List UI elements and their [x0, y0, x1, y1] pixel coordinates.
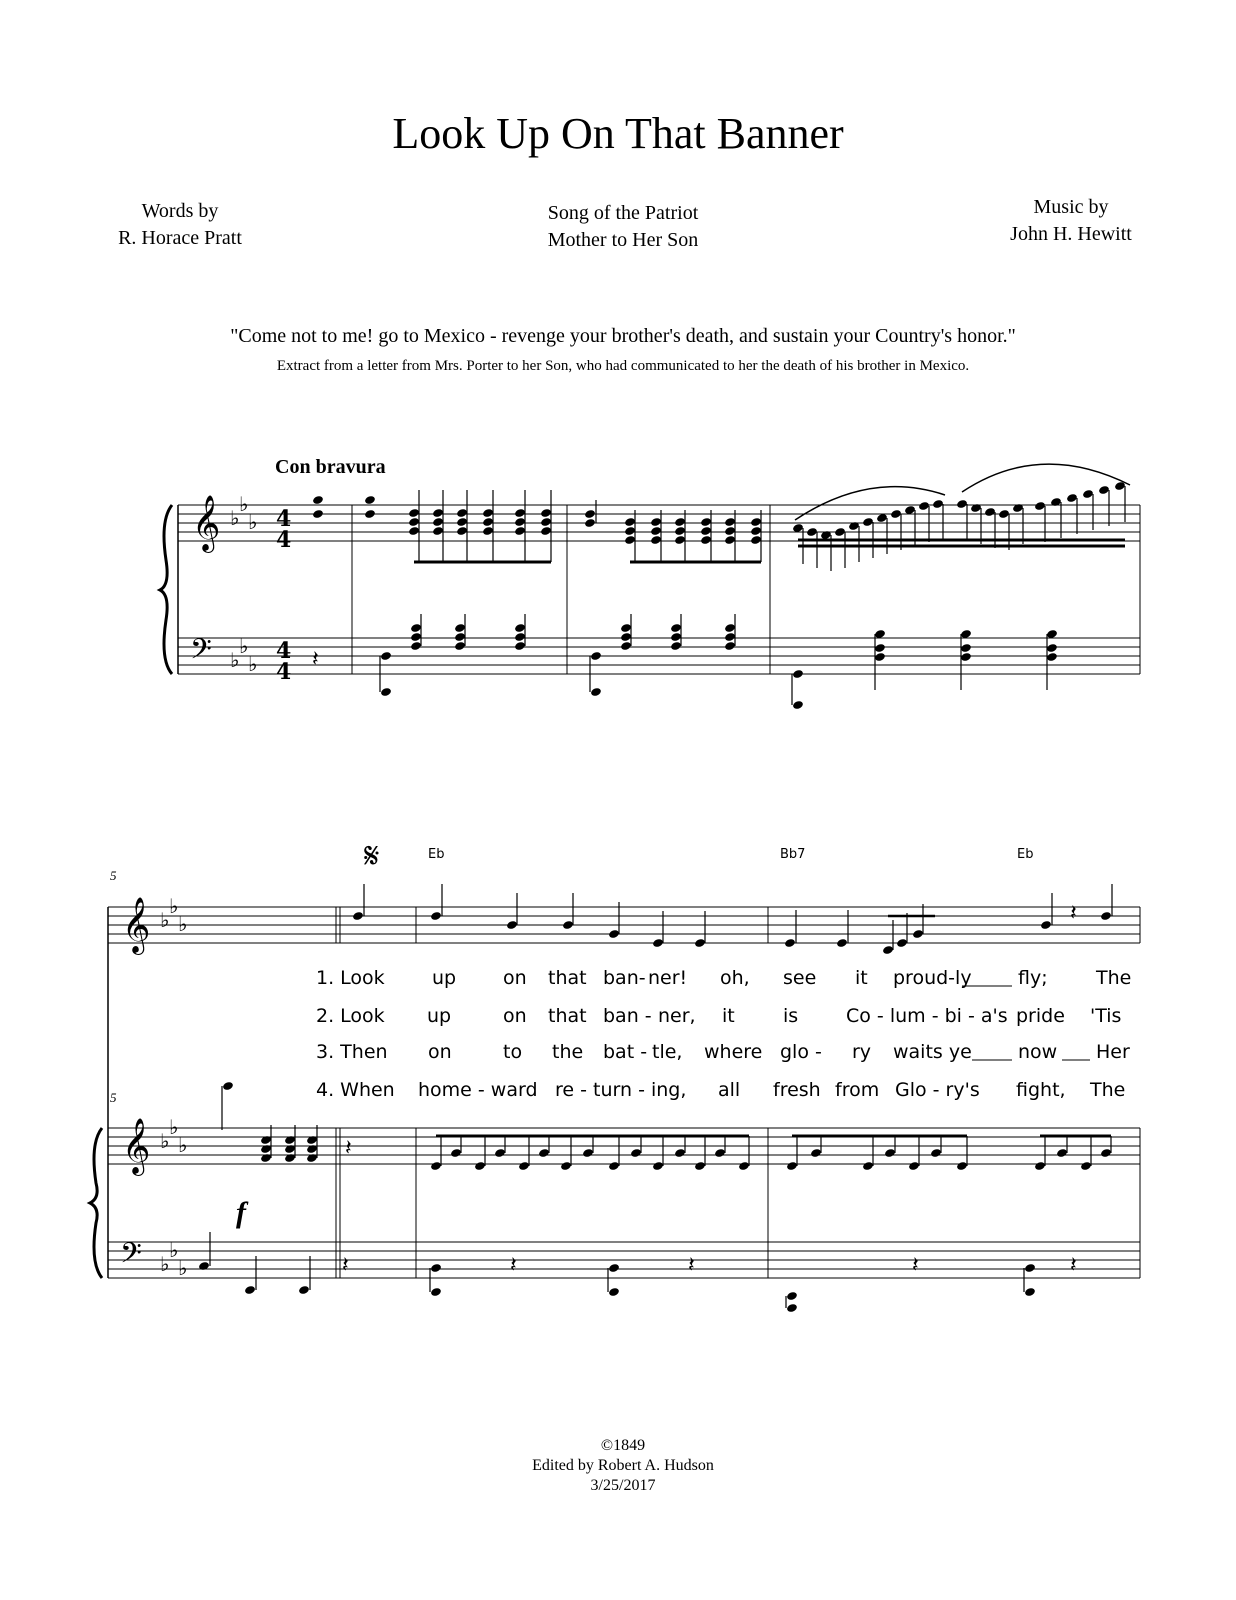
notehead — [514, 641, 526, 651]
notehead — [750, 517, 762, 527]
lyric-syllable: fresh — [773, 1079, 821, 1101]
tempo-marking: Con bravura — [275, 456, 386, 478]
notehead — [750, 526, 762, 536]
notehead — [620, 641, 632, 651]
flat-icon: ♭ — [248, 510, 258, 534]
notehead — [624, 535, 636, 545]
chord-symbol: Bb7 — [780, 847, 806, 862]
notehead — [590, 651, 602, 661]
notehead — [482, 508, 494, 518]
notehead — [1100, 1148, 1112, 1158]
brace-icon — [160, 505, 172, 674]
time-signature-top: 4 — [276, 506, 292, 532]
quarter-rest-icon: 𝄽 — [345, 1136, 352, 1161]
quarter-rest-icon: 𝄽 — [312, 647, 319, 672]
notehead — [862, 1161, 874, 1171]
notehead — [284, 1135, 296, 1145]
notehead — [674, 1148, 686, 1158]
notehead — [410, 641, 422, 651]
notehead — [834, 527, 846, 537]
notehead — [456, 517, 468, 527]
verse-1 — [316, 967, 1131, 989]
notehead — [298, 1285, 310, 1295]
notehead — [908, 1161, 920, 1171]
quarter-rest-icon: 𝄽 — [688, 1253, 695, 1278]
notehead — [260, 1153, 272, 1163]
notehead — [1100, 911, 1112, 921]
measure-number: 5 — [110, 868, 117, 883]
bass-clef-icon: 𝄢 — [190, 633, 212, 673]
barlines — [90, 505, 1140, 1278]
notehead — [1066, 493, 1078, 503]
notehead — [984, 507, 996, 517]
dynamic-forte: f — [236, 1196, 246, 1229]
flat-icon: ♭ — [239, 492, 249, 516]
notehead — [306, 1144, 318, 1154]
notehead — [584, 509, 596, 519]
notehead — [670, 641, 682, 651]
bass-clef-icon: 𝄢 — [120, 1237, 142, 1277]
notehead — [432, 526, 444, 536]
lyric-syllable: home - ward — [418, 1079, 538, 1101]
notehead — [284, 1144, 296, 1154]
notehead — [670, 623, 682, 633]
composer-name: John H. Hewitt — [1010, 223, 1132, 245]
notehead — [786, 1303, 798, 1313]
notehead — [514, 526, 526, 536]
lyric-syllable: that — [548, 967, 587, 989]
notehead — [862, 517, 874, 527]
lyric-syllable: ban - — [603, 1005, 652, 1027]
lyric-syllable: proud-ly — [893, 967, 972, 989]
notehead — [1024, 1287, 1036, 1297]
notehead — [848, 521, 860, 531]
lyric-syllable: pride — [1016, 1005, 1065, 1027]
notehead — [630, 1148, 642, 1158]
edit-date: 3/25/2017 — [590, 1477, 656, 1494]
notehead — [222, 1081, 234, 1091]
notehead — [456, 526, 468, 536]
notehead — [694, 1161, 706, 1171]
notehead — [590, 687, 602, 697]
notehead — [882, 945, 894, 955]
notehead — [724, 526, 736, 536]
editor-credit: Edited by Robert A. Hudson — [532, 1457, 714, 1474]
notes — [198, 464, 1130, 1313]
key-signatures — [160, 492, 257, 1280]
footer — [0, 1436, 1236, 1496]
notehead — [582, 1148, 594, 1158]
time-signature-bottom: 4 — [276, 527, 292, 553]
time-signature-treble — [276, 506, 291, 553]
lyric-syllable: it — [722, 1005, 735, 1027]
notehead — [896, 938, 908, 948]
notehead — [312, 495, 324, 505]
flat-icon: ♭ — [248, 652, 258, 676]
notehead — [956, 499, 968, 509]
lyric-syllable: up — [432, 967, 457, 989]
lyric-syllable: fight, — [1016, 1079, 1066, 1101]
staff-voice — [108, 907, 1140, 943]
notehead — [408, 526, 420, 536]
flat-icon: ♭ — [169, 1238, 179, 1262]
notehead — [482, 517, 494, 527]
flat-icon: ♭ — [160, 908, 170, 932]
flat-icon: ♭ — [178, 1133, 188, 1157]
notehead — [514, 517, 526, 527]
notehead — [514, 508, 526, 518]
notehead — [738, 1161, 750, 1171]
lyric-syllable: tle, — [652, 1041, 683, 1063]
lyric-syllable: ner, — [658, 1005, 696, 1027]
flat-icon: ♭ — [230, 648, 240, 672]
notehead — [454, 632, 466, 642]
notehead — [450, 1148, 462, 1158]
lyric-syllable: 1. Look — [316, 967, 385, 989]
lyric-syllable: bat - — [603, 1041, 648, 1063]
lyric-syllable: oh, — [720, 967, 750, 989]
lyric-syllable: 'Tis — [1090, 1005, 1122, 1027]
subtitle-line-2: Mother to Her Son — [547, 229, 699, 251]
notehead — [1024, 1263, 1036, 1273]
notehead — [960, 643, 972, 653]
lyric-syllable: all — [718, 1079, 741, 1101]
lyric-syllable: the — [552, 1041, 584, 1063]
quarter-rest-icon: 𝄽 — [1070, 1253, 1077, 1278]
lyric-syllable: see — [783, 967, 817, 989]
notehead — [714, 1148, 726, 1158]
notehead — [650, 535, 662, 545]
notehead — [380, 687, 392, 697]
notehead — [260, 1144, 272, 1154]
epigraph-source: Extract from a letter from Mrs. Porter to her Son, who had communicated to her the death of his brother in Mexico. — [276, 358, 970, 374]
notehead — [430, 1287, 442, 1297]
notehead — [410, 632, 422, 642]
lyric-syllable: it — [855, 967, 868, 989]
brace-icon — [90, 1128, 102, 1278]
notehead — [494, 1148, 506, 1158]
notehead — [806, 527, 818, 537]
quarter-rest-icon: 𝄽 — [342, 1253, 349, 1278]
notehead — [970, 503, 982, 513]
lyric-syllable: Her — [1096, 1041, 1130, 1063]
notehead — [506, 920, 518, 930]
lyric-syllable: Glo - ry's — [895, 1079, 980, 1101]
chord-symbol: Eb — [428, 847, 445, 862]
quarter-rest-icon: 𝄽 — [1070, 901, 1077, 926]
notehead — [810, 1148, 822, 1158]
notehead — [312, 509, 324, 519]
lyric-syllable: glo - — [780, 1041, 822, 1063]
notehead — [540, 526, 552, 536]
notehead — [410, 623, 422, 633]
notehead — [956, 1161, 968, 1171]
notehead — [1080, 1161, 1092, 1171]
lyricist-name: R. Horace Pratt — [118, 227, 242, 249]
lyric-syllable: on — [428, 1041, 452, 1063]
notehead — [284, 1153, 296, 1163]
notehead — [932, 499, 944, 509]
notehead — [540, 508, 552, 518]
flat-icon: ♭ — [160, 1252, 170, 1276]
notehead — [408, 508, 420, 518]
notehead — [652, 938, 664, 948]
lyric-syllable: ner! — [648, 967, 688, 989]
clefs — [120, 495, 220, 1277]
lyric-syllable: is — [783, 1005, 799, 1027]
lyric-syllable: that — [548, 1005, 587, 1027]
lyric-syllable: fly; — [1018, 967, 1048, 989]
flat-icon: ♭ — [169, 1115, 179, 1139]
flat-icon: ♭ — [230, 506, 240, 530]
notehead — [430, 1161, 442, 1171]
notehead — [608, 929, 620, 939]
notehead — [836, 938, 848, 948]
quarter-rest-icon: 𝄽 — [912, 1253, 919, 1278]
notehead — [514, 632, 526, 642]
notehead — [650, 517, 662, 527]
notehead — [430, 911, 442, 921]
time-signature-top-bass: 4 — [276, 638, 292, 664]
quarter-rest-icon: 𝄽 — [510, 1253, 517, 1278]
notehead — [306, 1135, 318, 1145]
notehead — [724, 641, 736, 651]
notehead — [874, 643, 886, 653]
notehead — [514, 623, 526, 633]
epigraph-quote: "Come not to me! go to Mexico - revenge your brother's death, and sustain your Country's honor." — [230, 325, 1016, 347]
notehead — [650, 526, 662, 536]
notehead — [1046, 652, 1058, 662]
lyric-syllable: from — [835, 1079, 880, 1101]
notehead — [540, 517, 552, 527]
notehead — [608, 1161, 620, 1171]
notehead — [454, 623, 466, 633]
notehead — [998, 509, 1010, 519]
notehead — [750, 535, 762, 545]
notehead — [724, 517, 736, 527]
notehead — [694, 938, 706, 948]
notehead — [670, 632, 682, 642]
measure-number-piano: 5 — [110, 1090, 117, 1105]
lyric-syllable: ban- — [603, 967, 646, 989]
lyric-syllable: on — [503, 967, 527, 989]
notehead — [674, 526, 686, 536]
staff-bass-2 — [108, 1242, 1140, 1278]
staff-bass-1 — [178, 638, 1140, 674]
lyric-syllable: 4. When — [316, 1079, 395, 1101]
lyric-syllable: Co - lum - bi - a's — [846, 1005, 1008, 1027]
notehead — [674, 535, 686, 545]
notehead — [620, 623, 632, 633]
verse-3 — [316, 1041, 1130, 1063]
notehead — [380, 651, 392, 661]
notehead — [560, 1161, 572, 1171]
flat-icon: ♭ — [178, 912, 188, 936]
notehead — [456, 508, 468, 518]
notehead — [432, 508, 444, 518]
time-signature-bottom-bass: 4 — [276, 659, 292, 685]
lyric-syllable: to — [503, 1041, 523, 1063]
notehead — [1012, 503, 1024, 513]
lyric-syllable: 3. Then — [316, 1041, 388, 1063]
notehead — [562, 920, 574, 930]
notehead — [364, 495, 376, 505]
notehead — [608, 1263, 620, 1273]
notehead — [430, 1263, 442, 1273]
notehead — [198, 1261, 210, 1271]
notehead — [918, 501, 930, 511]
lyric-syllable: where — [704, 1041, 763, 1063]
notehead — [674, 517, 686, 527]
notehead — [884, 1148, 896, 1158]
notehead — [724, 535, 736, 545]
notehead — [890, 509, 902, 519]
verse-2 — [316, 1005, 1121, 1027]
treble-clef-icon: 𝄞 — [192, 495, 221, 551]
notehead — [792, 700, 804, 710]
notehead — [432, 517, 444, 527]
segno-sign: 𝄋 — [364, 836, 380, 877]
notehead — [792, 669, 804, 679]
notehead — [1034, 1161, 1046, 1171]
notehead — [624, 517, 636, 527]
notehead — [260, 1135, 272, 1145]
notehead — [930, 1148, 942, 1158]
notehead — [912, 929, 924, 939]
notehead — [724, 632, 736, 642]
notehead — [874, 652, 886, 662]
notehead — [960, 652, 972, 662]
treble-clef-icon: 𝄞 — [122, 897, 151, 953]
music-label: Music by — [1033, 196, 1109, 218]
notehead — [700, 517, 712, 527]
chord-symbol: Eb — [1017, 847, 1034, 862]
notehead — [538, 1148, 550, 1158]
lyric-syllable: The — [1096, 967, 1132, 989]
lyric-syllable: up — [427, 1005, 452, 1027]
time-signature-bass — [276, 638, 291, 685]
notehead — [352, 911, 364, 921]
flat-icon: ♭ — [169, 894, 179, 918]
subtitle-line-1: Song of the Patriot — [547, 202, 699, 224]
notehead — [1046, 643, 1058, 653]
notehead — [364, 509, 376, 519]
notehead — [482, 526, 494, 536]
notehead — [518, 1161, 530, 1171]
lyric-syllable: waits ye — [893, 1041, 972, 1063]
notehead — [700, 526, 712, 536]
notehead — [1098, 485, 1110, 495]
notehead — [306, 1153, 318, 1163]
flat-icon: ♭ — [239, 634, 249, 658]
notehead — [1040, 920, 1052, 930]
lyric-syllable: re - turn - ing, — [555, 1079, 687, 1101]
lyric-syllable: now — [1018, 1041, 1058, 1063]
notehead — [620, 632, 632, 642]
notehead — [1056, 1148, 1068, 1158]
notehead — [724, 623, 736, 633]
notehead — [652, 1161, 664, 1171]
notehead — [244, 1285, 256, 1295]
flat-icon: ♭ — [160, 1129, 170, 1153]
notehead — [786, 1291, 798, 1301]
lyric-syllable: 2. Look — [316, 1005, 385, 1027]
notehead — [1050, 497, 1062, 507]
notehead — [624, 526, 636, 536]
lyric-syllable: on — [503, 1005, 527, 1027]
notehead — [784, 938, 796, 948]
staff-lines — [108, 505, 1140, 1278]
notehead — [786, 1161, 798, 1171]
notehead — [700, 535, 712, 545]
notehead — [454, 641, 466, 651]
notehead — [584, 518, 596, 528]
lyric-syllable: ry — [852, 1041, 872, 1063]
treble-clef-icon: 𝄞 — [122, 1118, 151, 1174]
notehead — [608, 1287, 620, 1297]
notehead — [474, 1161, 486, 1171]
copyright: ©1849 — [600, 1437, 646, 1454]
notehead — [1034, 501, 1046, 511]
words-label: Words by — [141, 200, 219, 222]
verse-4 — [316, 1079, 1125, 1101]
notehead — [1082, 489, 1094, 499]
lyric-syllable: The — [1090, 1079, 1126, 1101]
notehead — [408, 517, 420, 527]
flat-icon: ♭ — [178, 1256, 188, 1280]
page-title: Look Up On That Banner — [392, 109, 844, 158]
